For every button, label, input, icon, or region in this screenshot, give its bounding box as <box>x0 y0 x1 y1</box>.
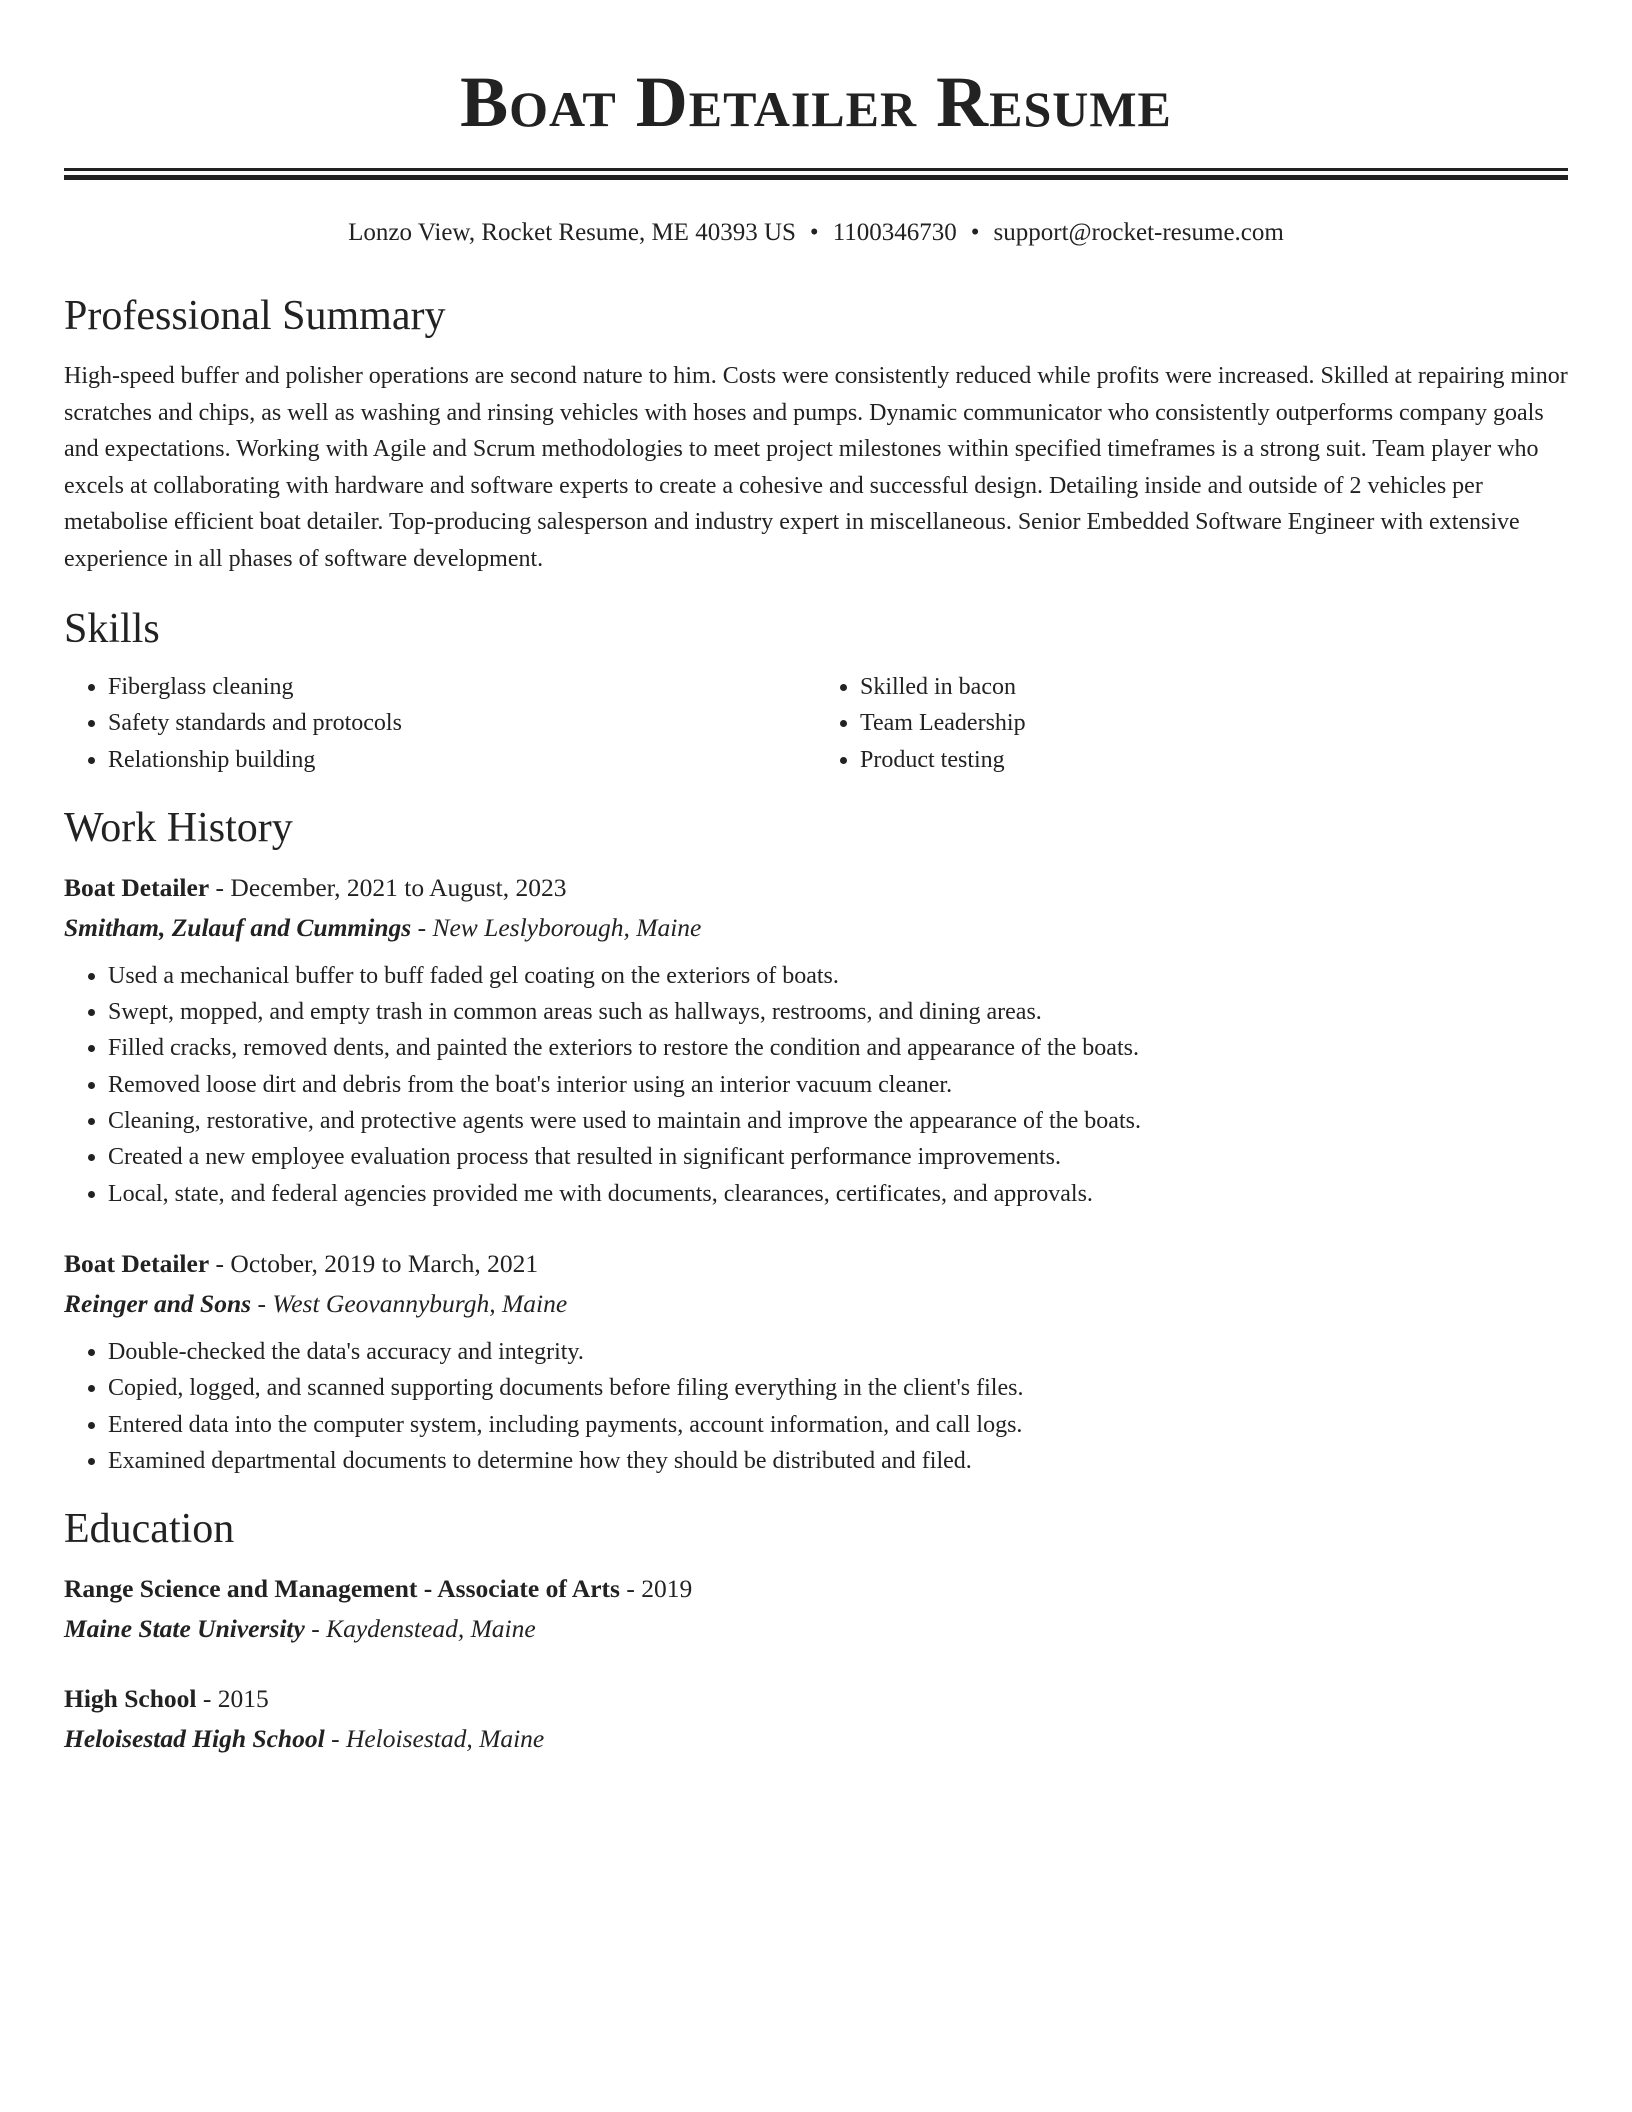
education-year: 2015 <box>217 1684 269 1714</box>
job-title-line: Boat Detailer - October, 2019 to March, 2021 <box>64 1248 539 1278</box>
job-bullet: • Double-checked the data's accuracy and integrity. <box>108 1334 1568 1370</box>
contact-separator: • <box>970 219 980 246</box>
job-bullet: • Examined departmental documents to determine how they should be distributed and filed. <box>108 1443 1568 1479</box>
job-dates: October, 2019 to March, 2021 <box>230 1248 539 1278</box>
contact-phone: 1100346730 <box>832 219 957 246</box>
job-bullet: • Created a new employee evaluation process that resulted in significant performance improvements. <box>108 1139 1568 1175</box>
job-company: Reinger and Sons <box>64 1288 252 1318</box>
summary-text: High-speed buffer and polisher operations are second nature to him. Costs were consistently reduced while profits were increased. Skilled at repairing minor scratches and chips, as well as washing and rinsing vehicles with hoses and pumps. Dynamic communicator who consistently outperforms company goals and expectations. Working with Agile and Scrum methodologies to meet project milestones within specified timeframes is a strong suit. Team player who excels at collaborating with hardware and software experts to create a cohesive and successful design. Detailing inside and outside of 2 vehicles per metabolise efficient boat detailer. Top-producing salesperson and industry expert in miscellaneous. Senior Embedded Software Engineer with extensive experience in all phases of software development. <box>64 363 1568 572</box>
job-bullet: • Swept, mopped, and empty trash in common areas such as hallways, restrooms, and dining areas. <box>108 994 1568 1030</box>
skill-item: • Safety standards and protocols <box>108 705 816 741</box>
education-degree-line: High School - 2015 <box>64 1684 269 1714</box>
education-degree: Range Science and Management - Associate of Arts <box>64 1574 620 1604</box>
job-entry <box>64 1244 1568 1479</box>
skills-column-right <box>816 669 1568 778</box>
education-entry <box>64 1569 1568 1649</box>
education-location: Heloisestad, Maine <box>345 1724 545 1754</box>
title-divider <box>64 168 1568 180</box>
skill-item: • Fiberglass cleaning <box>108 669 816 705</box>
skills-heading: Skills <box>64 606 160 652</box>
education-year: 2019 <box>641 1574 693 1604</box>
job-bullet: • Removed loose dirt and debris from the boat's interior using an interior vacuum cleaner. <box>108 1067 1568 1103</box>
job-company-line: Smitham, Zulauf and Cummings - New Leslyborough, Maine <box>64 912 702 942</box>
job-bullet: • Used a mechanical buffer to buff faded gel coating on the exteriors of boats. <box>108 958 1568 994</box>
job-company-line: Reinger and Sons - West Geovannyburgh, Maine <box>64 1288 568 1318</box>
job-title: Boat Detailer <box>64 1248 210 1278</box>
job-title: Boat Detailer <box>64 872 210 902</box>
job-bullets <box>64 1334 1568 1479</box>
skill-item: • Product testing <box>860 742 1568 778</box>
resume-title: Boat Detailer Resume <box>460 62 1172 142</box>
job-location: West Geovannyburgh, Maine <box>272 1288 568 1318</box>
education-degree-line: Range Science and Management - Associate of Arts - 2019 <box>64 1574 693 1604</box>
skill-item: • Team Leadership <box>860 705 1568 741</box>
job-bullet: • Filled cracks, removed dents, and painted the exteriors to restore the condition and appearance of the boats. <box>108 1030 1568 1066</box>
job-bullets <box>64 958 1568 1212</box>
contact-separator: • <box>809 219 819 246</box>
education-school: Maine State University <box>64 1614 305 1644</box>
education-location: Kaydenstead, Maine <box>326 1614 536 1644</box>
skills-column-left <box>64 669 816 778</box>
work-history-heading: Work History <box>64 804 293 851</box>
job-bullet: • Entered data into the computer system, including payments, account information, and call logs. <box>108 1407 1568 1443</box>
education-degree: High School <box>64 1684 197 1714</box>
job-title-line: Boat Detailer - December, 2021 to August, 2023 <box>64 872 567 902</box>
skill-item: • Relationship building <box>108 742 816 778</box>
education-entry <box>64 1679 1568 1759</box>
education-school-line: Heloisestad High School - Heloisestad, Maine <box>64 1724 545 1754</box>
contact-line <box>64 216 1568 250</box>
job-location: New Leslyborough, Maine <box>432 912 702 942</box>
job-bullet: • Copied, logged, and scanned supporting documents before filing everything in the client's files. <box>108 1370 1568 1406</box>
education-heading: Education <box>64 1506 235 1553</box>
job-entry <box>64 868 1568 1212</box>
summary-heading: Professional Summary <box>64 293 446 339</box>
job-dates: December, 2021 to August, 2023 <box>230 872 567 902</box>
contact-email: support@rocket-resume.com <box>993 219 1284 246</box>
education-school: Heloisestad High School <box>64 1724 325 1754</box>
resume-page <box>64 0 1568 1759</box>
job-company: Smitham, Zulauf and Cummings <box>64 912 412 942</box>
job-bullet: • Cleaning, restorative, and protective agents were used to maintain and improve the appearance of the boats. <box>108 1103 1568 1139</box>
contact-address: Lonzo View, Rocket Resume, ME 40393 US <box>348 219 796 246</box>
education-school-line: Maine State University - Kaydenstead, Maine <box>64 1614 536 1644</box>
skill-item: • Skilled in bacon <box>860 669 1568 705</box>
job-bullet: • Local, state, and federal agencies provided me with documents, clearances, certificates, and approvals. <box>108 1176 1568 1212</box>
skills-list <box>64 669 1568 778</box>
